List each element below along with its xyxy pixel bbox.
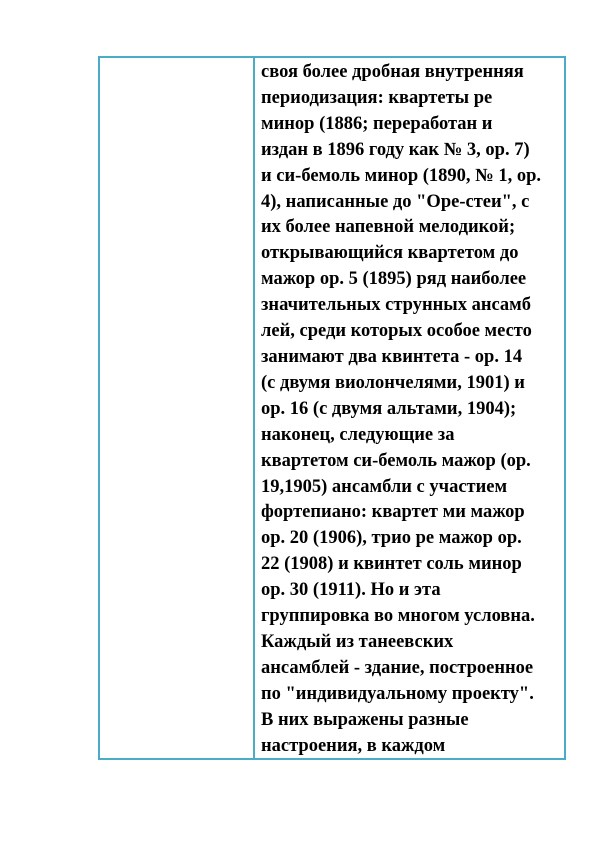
text-line: (с двумя виолончелями, 1901) и bbox=[261, 372, 525, 393]
text-line: наконец, следующие за bbox=[261, 424, 455, 445]
text-line: Каждый из танеевских bbox=[261, 631, 454, 652]
text-line: минор (1886; переработан и bbox=[261, 113, 493, 134]
table-cell-right bbox=[261, 60, 563, 759]
text-line: издан в 1896 году как № 3, ор. 7) bbox=[261, 139, 530, 160]
text-line: ор. 16 (с двумя альтами, 1904); bbox=[261, 398, 517, 419]
table-cell-left bbox=[100, 58, 253, 758]
text-line: своя более дробная внутренняя bbox=[261, 62, 524, 82]
text-line: значительных струнных ансамб bbox=[261, 295, 532, 316]
text-line: настроения, в каждом bbox=[261, 735, 446, 756]
text-line: их более напевной мелодикой; bbox=[261, 217, 516, 238]
text-line: открывающийся квартетом до bbox=[261, 243, 519, 264]
text-line: ор. 20 (1906), трио ре мажор ор. bbox=[261, 528, 522, 549]
text-line: по "индивидуальному проекту". bbox=[261, 683, 534, 704]
text-line: и си-бемоль минор (1890, № 1, ор. bbox=[261, 165, 542, 186]
text-line: группировка во многом условна. bbox=[261, 606, 535, 627]
text-line: периодизация: квартеты ре bbox=[261, 87, 493, 108]
text-line: 19,1905) ансамбли с участием bbox=[261, 476, 508, 497]
text-line: В них выражены разные bbox=[261, 709, 469, 730]
text-line: ор. 30 (1911). Но и эта bbox=[261, 580, 441, 601]
text-line: мажор ор. 5 (1895) ряд наиболее bbox=[261, 269, 527, 290]
column-divider bbox=[253, 56, 255, 760]
text-line: ансамблей - здание, построенное bbox=[261, 657, 534, 678]
text-line: 4), написанные до "Оре-стеи", с bbox=[261, 191, 530, 212]
text-line: квартетом си-бемоль мажор (ор. bbox=[261, 450, 531, 471]
text-line: фортепиано: квартет ми мажор bbox=[261, 502, 525, 523]
text-line: занимают два квинтета - ор. 14 bbox=[261, 346, 523, 367]
text-line: лей, среди которых особое место bbox=[261, 321, 532, 342]
text-line: 22 (1908) и квинтет соль минор bbox=[261, 554, 522, 575]
